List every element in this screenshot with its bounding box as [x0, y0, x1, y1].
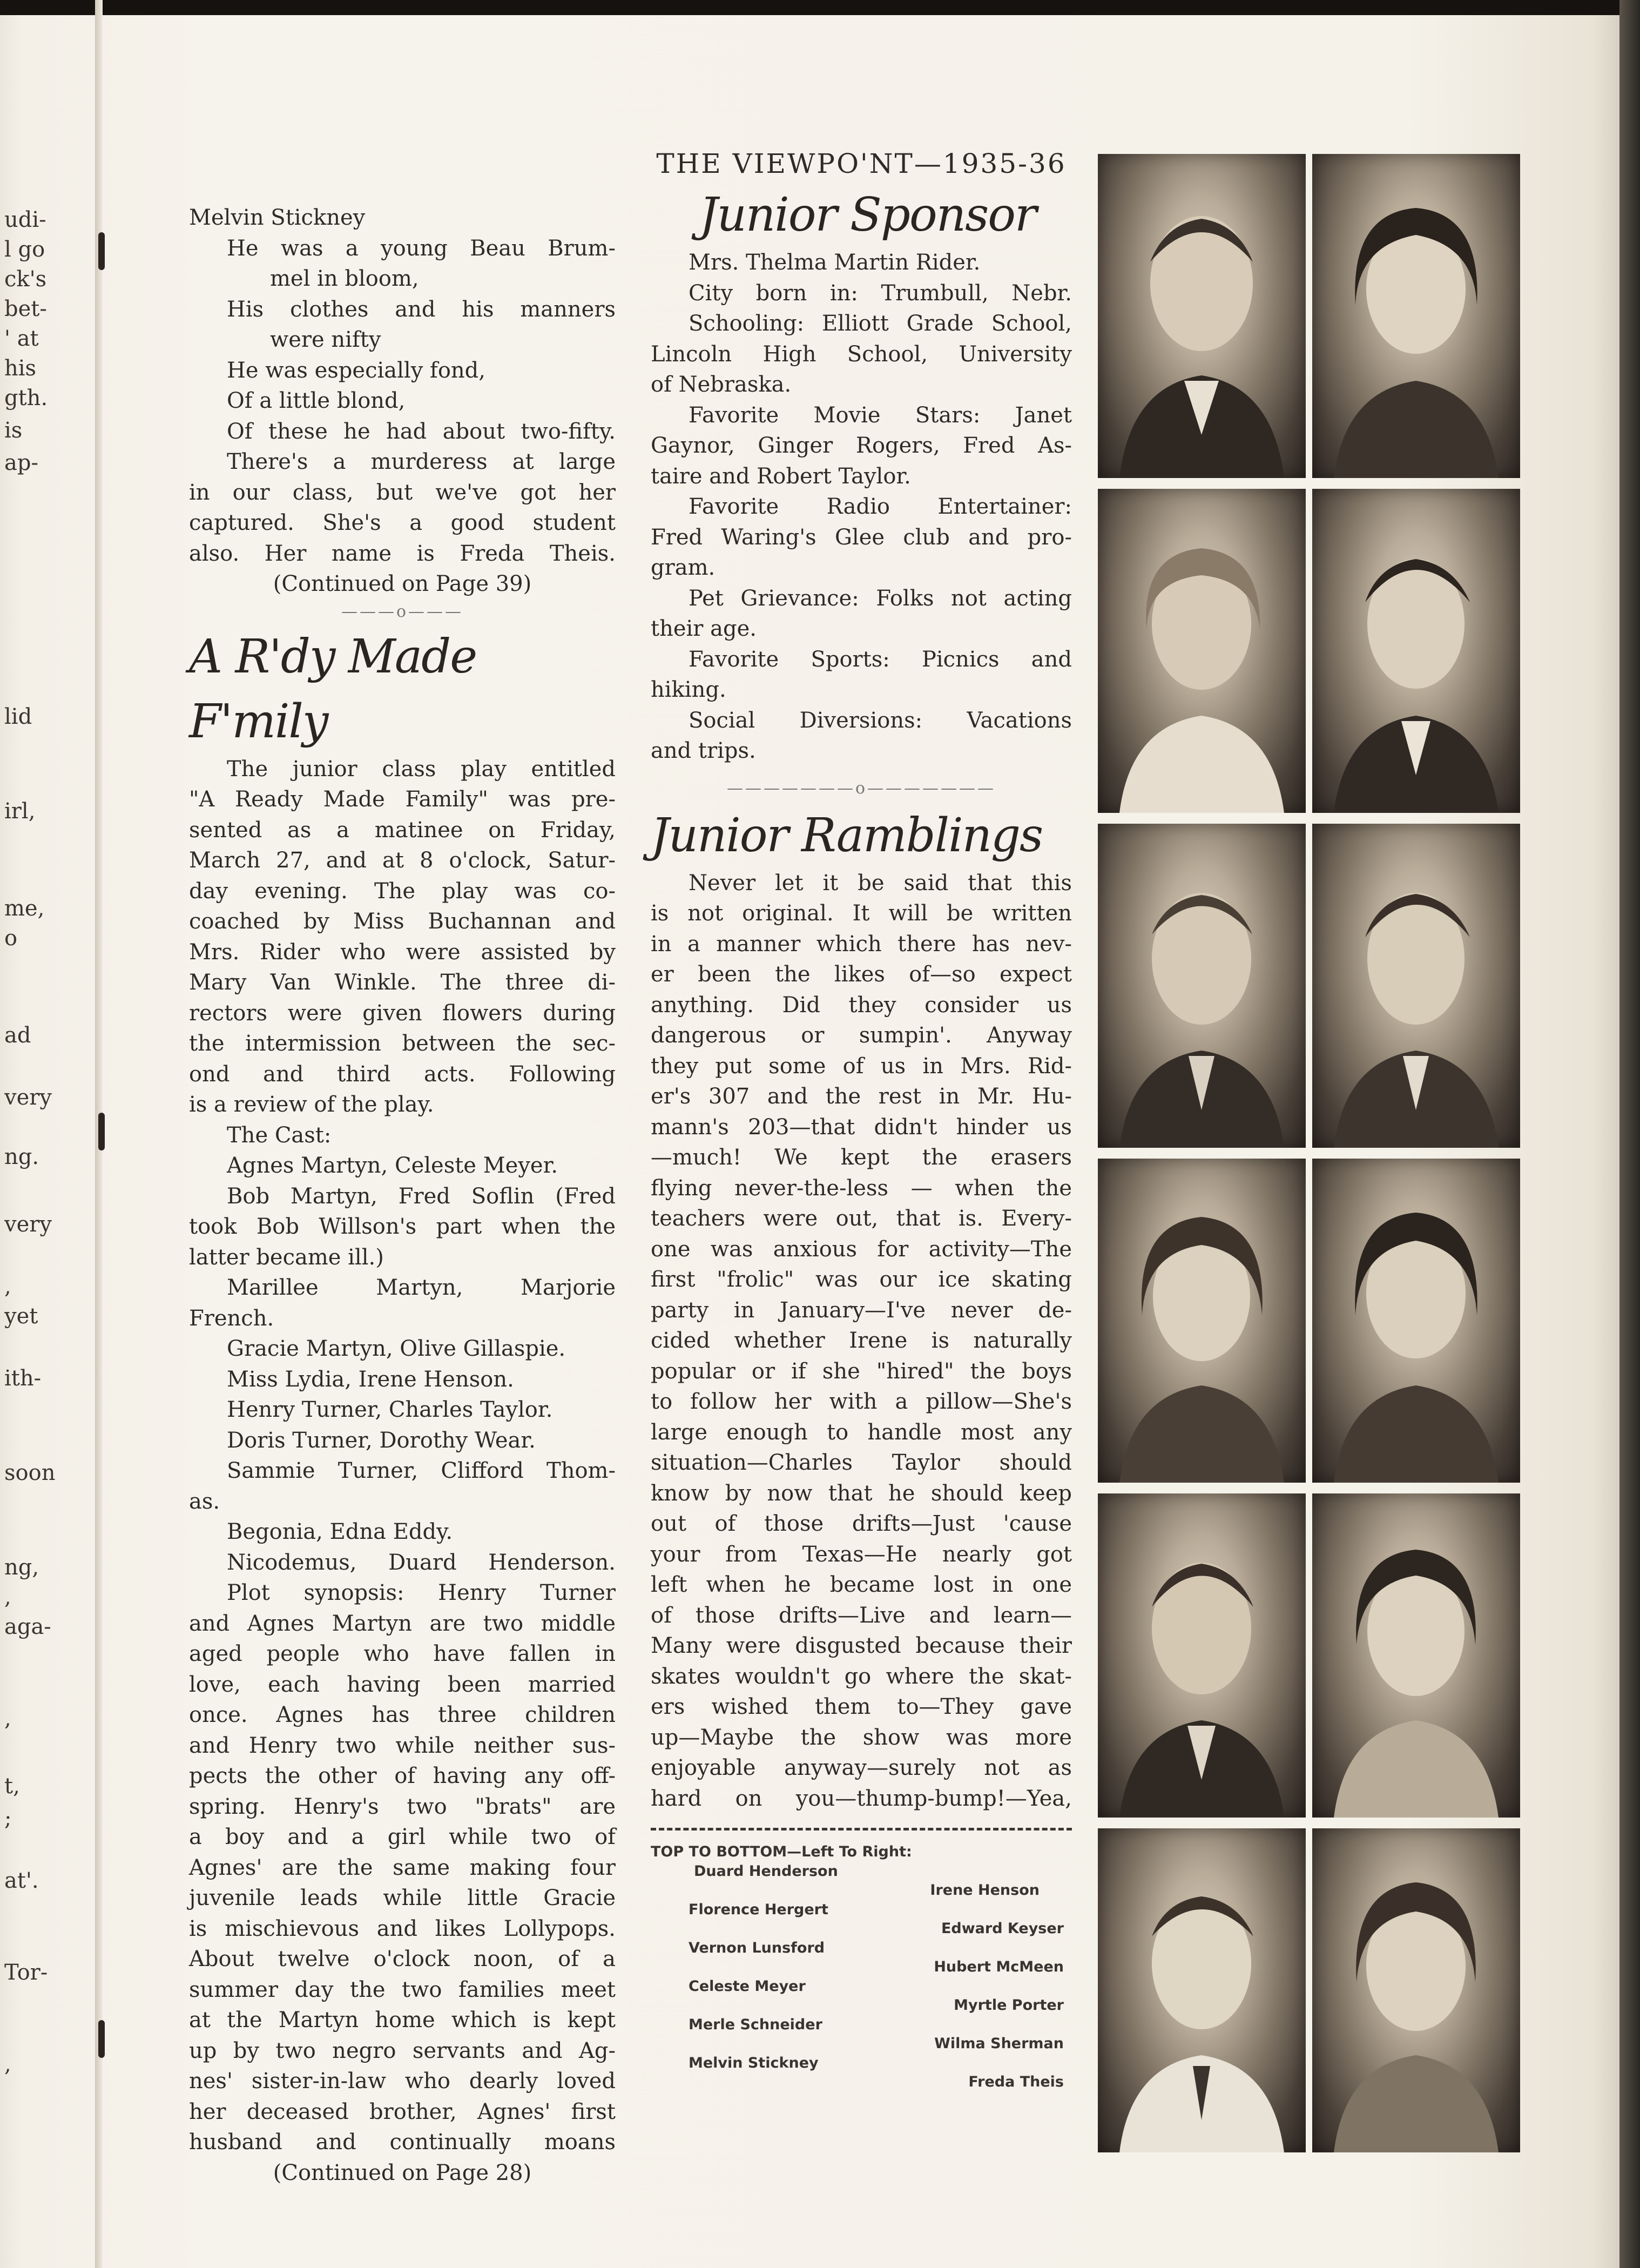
paragraph-line: There's a murderess at large: [227, 449, 616, 474]
previous-page-fragments: [0, 0, 92, 2268]
portrait-photo: [1312, 1159, 1520, 1483]
synopsis-line: and Henry two while neither sus-: [189, 1733, 616, 1758]
ramblings-line: anything. Did they consider us: [651, 992, 1072, 1018]
fragment-text: me,: [4, 897, 45, 920]
fragment-text: ck's: [4, 267, 47, 291]
ramblings-line: they put some of us in Mrs. Rid-: [651, 1053, 1072, 1079]
poem-line: mel in bloom,: [270, 266, 419, 291]
play-heading: A R'dy Made F'mily: [189, 629, 477, 749]
section-separator: ———o———: [341, 602, 464, 621]
sponsor-line: taire and Robert Taylor.: [651, 463, 911, 489]
caption-title: TOP TO BOTTOM—Left To Right:: [651, 1843, 912, 1860]
fragment-text: ad: [4, 1024, 31, 1047]
portrait-photo: [1312, 489, 1520, 813]
fragment-text: very: [4, 1086, 52, 1109]
paragraph-line: ond and third acts. Following: [189, 1061, 616, 1087]
paragraph-line: March 27, and at 8 o'clock, Satur-: [189, 848, 616, 873]
ramblings-heading: Junior Ramblings: [651, 808, 1043, 863]
paragraph-line: the intermission between the sec-: [189, 1031, 616, 1056]
caption-name: Melvin Stickney: [689, 2054, 819, 2071]
sponsor-heading: Junior Sponsor: [699, 188, 1036, 242]
ramblings-line: know by now that he should keep: [651, 1480, 1072, 1506]
synopsis-line: her deceased brother, Agnes' first: [189, 2099, 616, 2124]
fragment-text: ap-: [4, 451, 38, 475]
synopsis-line: husband and continually moans: [189, 2130, 616, 2155]
scan-right-edge: [1619, 0, 1640, 2268]
ramblings-line: mann's 203—that didn't hinder us: [651, 1114, 1072, 1140]
fragment-text: ;: [4, 1807, 12, 1830]
synopsis-line: once. Agnes has three children: [189, 1702, 616, 1727]
caption-name: Wilma Sherman: [934, 2035, 1064, 2052]
binding-hole: [98, 232, 105, 270]
cast-line: as.: [189, 1489, 220, 1514]
ramblings-line: situation—Charles Taylor should: [651, 1450, 1072, 1475]
cast-line: took Bob Willson's part when the: [189, 1214, 616, 1239]
sponsor-line: Favorite Sports: Picnics and: [689, 647, 1072, 672]
paragraph-line: day evening. The play was co-: [189, 878, 616, 904]
fragment-text: very: [4, 1213, 52, 1236]
fragment-text: ng,: [4, 1556, 39, 1579]
caption-name: Freda Theis: [968, 2074, 1064, 2090]
paragraph-line: rectors were given flowers during: [189, 1000, 616, 1026]
ramblings-line: left when he became lost in one: [651, 1572, 1072, 1597]
portrait-photo: [1098, 489, 1306, 813]
portrait-photo: [1098, 1828, 1306, 2152]
ramblings-line: Many were disgusted because their: [651, 1633, 1072, 1658]
ramblings-line: dangerous or sumpin'. Anyway: [651, 1023, 1072, 1048]
binding-hole: [98, 2020, 105, 2058]
portrait-photo: [1312, 824, 1520, 1148]
fragment-text: aga-: [4, 1615, 51, 1639]
fragment-text: o: [4, 926, 18, 950]
sponsor-line: their age.: [651, 616, 757, 641]
synopsis-line: love, each having been married: [189, 1672, 616, 1697]
fragment-text: Tor-: [4, 1961, 48, 1984]
fragment-text: irl,: [4, 799, 36, 823]
fragment-text: ,: [4, 1585, 11, 1609]
cast-line: Henry Turner, Charles Taylor.: [227, 1397, 553, 1422]
caption-name: Merle Schneider: [689, 2016, 822, 2033]
cast-line: Agnes Martyn, Celeste Meyer.: [227, 1153, 558, 1178]
paragraph-line: Mrs. Rider who were assisted by: [189, 939, 616, 965]
paragraph-line: The junior class play entitled: [227, 756, 616, 782]
fragment-text: t,: [4, 1774, 20, 1798]
caption-rule: [651, 1828, 1072, 1830]
sponsor-line: Schooling: Elliott Grade School,: [689, 311, 1072, 336]
poem-line: Of these he had about two-fifty.: [227, 419, 616, 444]
sponsor-line: Mrs. Thelma Martin Rider.: [689, 250, 981, 275]
caption-name: Duard Henderson: [694, 1862, 838, 1880]
ramblings-line: enjoyable anyway—surely not as: [651, 1755, 1072, 1780]
sponsor-line: Gaynor, Ginger Rogers, Fred As-: [651, 433, 1072, 458]
poem-line: were nifty: [270, 327, 381, 352]
ramblings-line: hard on you—thump-bump!—Yea,: [651, 1786, 1072, 1811]
cast-line: Marillee Martyn, Marjorie: [227, 1275, 616, 1300]
paragraph-line: sented as a matinee on Friday,: [189, 817, 616, 843]
ramblings-line: —much! We kept the erasers: [651, 1145, 1072, 1170]
synopsis-line: nes' sister-in-law who dearly loved: [189, 2069, 616, 2094]
caption-name: Myrtle Porter: [954, 1997, 1064, 2014]
cast-title: The Cast:: [227, 1122, 332, 1148]
middle-column: [651, 145, 1072, 2092]
sponsor-line: of Nebraska.: [651, 372, 792, 397]
sponsor-line: Fred Waring's Glee club and pro-: [651, 524, 1072, 550]
fragment-text: is: [4, 419, 23, 442]
sponsor-line: Lincoln High School, University: [651, 341, 1072, 367]
caption-name: Florence Hergert: [689, 1901, 828, 1918]
section-separator: ———————o———————: [726, 778, 996, 798]
cast-line: Nicodemus, Duard Henderson.: [227, 1550, 616, 1575]
fragment-text: yet: [4, 1304, 38, 1328]
ramblings-line: out of those drifts—Just 'cause: [651, 1511, 1072, 1536]
sponsor-line: Favorite Radio Entertainer:: [689, 494, 1072, 519]
ramblings-line: is not original. It will be written: [651, 901, 1072, 926]
ramblings-line: ers wished them to—They gave: [651, 1694, 1072, 1719]
cast-line: Miss Lydia, Irene Henson.: [227, 1367, 514, 1392]
portrait-photo: [1312, 1493, 1520, 1818]
fragment-text: udi-: [4, 208, 46, 232]
cast-line: Begonia, Edna Eddy.: [227, 1519, 453, 1544]
synopsis-line: Plot synopsis: Henry Turner: [227, 1580, 616, 1605]
paragraph-line: "A Ready Made Family" was pre-: [189, 787, 616, 812]
cast-line: Gracie Martyn, Olive Gillaspie.: [227, 1336, 566, 1361]
cast-line: Doris Turner, Dorothy Wear.: [227, 1428, 536, 1453]
synopsis-line: About twelve o'clock noon, of a: [189, 1947, 616, 1971]
paragraph-line: Mary Van Winkle. The three di-: [189, 970, 616, 995]
synopsis-line: spring. Henry's two "brats" are: [189, 1794, 616, 1819]
fragment-text: his: [4, 356, 37, 380]
ramblings-line: up—Maybe the show was more: [651, 1725, 1072, 1750]
cast-line: French.: [189, 1305, 274, 1331]
portrait-photo: [1312, 154, 1520, 478]
ramblings-line: your from Texas—He nearly got: [651, 1542, 1072, 1567]
left-column: [189, 203, 616, 2188]
fragment-text: gth.: [4, 386, 48, 410]
ramblings-line: to follow her with a pillow—She's: [651, 1389, 1072, 1414]
sponsor-line: gram.: [651, 555, 716, 580]
sponsor-line: City born in: Trumbull, Nebr.: [689, 280, 1072, 306]
fragment-text: ng.: [4, 1145, 39, 1169]
poem-line: He was a young Beau Brum-: [227, 235, 616, 261]
poem-line: He was especially fond,: [227, 358, 485, 383]
binding-hole: [98, 1113, 105, 1150]
photo-caption: [651, 1842, 1072, 2092]
running-head: THE VIEWPO'NT—1935-36: [656, 148, 1067, 179]
caption-name: Celeste Meyer: [689, 1977, 806, 1995]
caption-name: Hubert McMeen: [934, 1959, 1064, 1975]
ramblings-line: cided whether Irene is naturally: [651, 1328, 1072, 1353]
fragment-text: ith-: [4, 1367, 42, 1390]
fragment-text: ,: [4, 2052, 11, 2076]
synopsis-line: pects the other of having any off-: [189, 1764, 616, 1788]
paragraph-line: also. Her name is Freda Theis.: [189, 541, 616, 566]
synopsis-line: up by two negro servants and Ag-: [189, 2038, 616, 2063]
ramblings-line: in a manner which there has nev-: [651, 931, 1072, 957]
ramblings-line: er's 307 and the rest in Mr. Hu-: [651, 1084, 1072, 1109]
fragment-text: l go: [4, 238, 45, 261]
ramblings-line: skates wouldn't go where the skat-: [651, 1664, 1072, 1689]
sponsor-line: Favorite Movie Stars: Janet: [689, 402, 1072, 428]
sponsor-line: Pet Grievance: Folks not acting: [689, 585, 1072, 611]
sponsor-line: hiking.: [651, 677, 726, 702]
fragment-text: bet-: [4, 297, 47, 321]
paragraph-line: coached by Miss Buchannan and: [189, 909, 616, 934]
synopsis-line: aged people who have fallen in: [189, 1641, 616, 1666]
portrait-photo: [1098, 154, 1306, 478]
ramblings-line: first "frolic" was our ice skating: [651, 1267, 1072, 1292]
synopsis-line: Agnes' are the same making four: [189, 1855, 616, 1880]
portrait-photo: [1312, 1828, 1520, 2152]
fragment-text: soon: [4, 1461, 56, 1485]
cast-line: Sammie Turner, Clifford Thom-: [227, 1458, 616, 1483]
ramblings-line: large enough to handle most any: [651, 1419, 1072, 1445]
ramblings-line: Never let it be said that this: [689, 870, 1072, 896]
ramblings-line: er been the likes of—so expect: [651, 962, 1072, 987]
portrait-grid: [1094, 154, 1520, 2161]
caption-name: Irene Henson: [930, 1882, 1040, 1899]
cast-line: Bob Martyn, Fred Soflin (Fred: [227, 1183, 616, 1209]
poem-line: Melvin Stickney: [189, 205, 366, 230]
portrait-photo: [1098, 1159, 1306, 1483]
synopsis-line: summer day the two families meet: [189, 1977, 616, 2002]
ramblings-line: popular or if she "hired" the boys: [651, 1358, 1072, 1384]
continued-note: (Continued on Page 39): [273, 571, 532, 596]
synopsis-line: juvenile leads while little Gracie: [189, 1886, 616, 1910]
ramblings-line: of those drifts—Live and learn—: [651, 1603, 1072, 1628]
portrait-photo: [1098, 1493, 1306, 1818]
ramblings-line: one was anxious for activity—The: [651, 1236, 1072, 1262]
fragment-text: ,: [4, 1707, 11, 1731]
sponsor-line: Social Diversions: Vacations: [689, 708, 1072, 733]
continued-note: (Continued on Page 28): [273, 2160, 532, 2185]
synopsis-line: at the Martyn home which is kept: [189, 2008, 616, 2033]
paragraph-line: captured. She's a good student: [189, 510, 616, 535]
portrait-photo: [1098, 824, 1306, 1148]
sponsor-line: and trips.: [651, 738, 756, 763]
fragment-text: ,: [4, 1275, 11, 1298]
synopsis-line: is mischievous and likes Lollypops.: [189, 1916, 616, 1941]
caption-name: Edward Keyser: [941, 1920, 1064, 1937]
fragment-text: lid: [4, 705, 32, 729]
ramblings-line: teachers were out, that is. Every-: [651, 1206, 1072, 1231]
synopsis-line: a boy and a girl while two of: [189, 1825, 616, 1849]
ramblings-line: flying never-the-less — when the: [651, 1175, 1072, 1201]
fragment-text: ' at: [4, 327, 39, 351]
fragment-text: at'.: [4, 1869, 39, 1893]
scan-top-edge: [0, 0, 1640, 15]
caption-name: Vernon Lunsford: [689, 1939, 825, 1956]
paragraph-line: in our class, but we've got her: [189, 480, 616, 505]
cast-line: latter became ill.): [189, 1244, 384, 1270]
poem-line: Of a little blond,: [227, 388, 406, 413]
synopsis-line: and Agnes Martyn are two middle: [189, 1611, 616, 1636]
ramblings-line: party in January—I've never de-: [651, 1297, 1072, 1323]
poem-line: His clothes and his manners: [227, 297, 616, 322]
paragraph-line: is a review of the play.: [189, 1092, 434, 1117]
